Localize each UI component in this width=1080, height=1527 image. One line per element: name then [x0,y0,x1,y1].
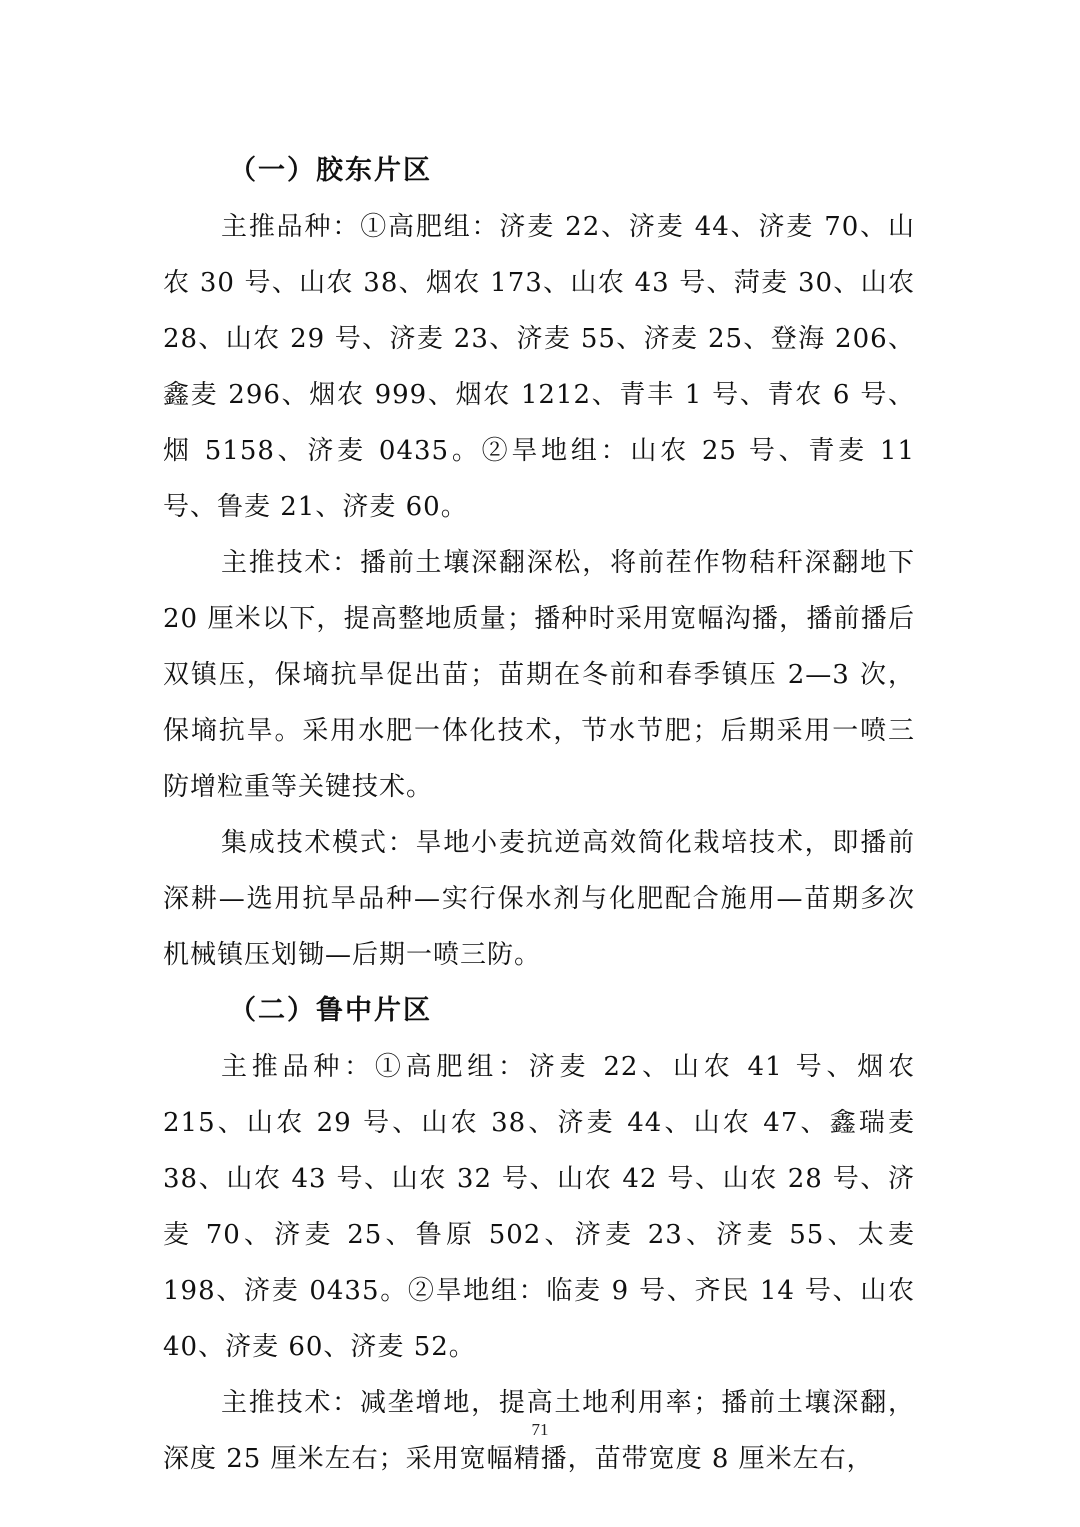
document-body [163,143,915,1487]
section-heading: （二）鲁中片区 [229,995,432,1026]
page-number: 71 [531,1420,549,1439]
paragraph-main-varieties: 主推品种：①高肥组：济麦 22、济麦 44、济麦 70、山农 30 号、山农 38、烟农 173、山农 43 号、菏麦 30、山农 28、山农 29 号、济麦 23、济麦 55、济麦 25、登海 206、鑫麦 296、烟农 999、烟农 1212、青丰 1 号、青农 6 号、烟 5158、济麦 0435。②旱地组：山农 25 号、青麦 11 号、鲁麦 21、济麦 60。 [163,212,915,522]
paragraph-main-techniques: 主推技术：播前土壤深翻深松，将前茬作物秸秆深翻地下 20 厘米以下，提高整地质量；播种时采用宽幅沟播，播前播后双镇压，保墒抗旱促出苗；苗期在冬前和春季镇压 2—3 次，保墒抗旱。采用水肥一体化技术，节水节肥；后期采用一喷三防增粒重等关键技术。 [163,548,915,802]
paragraph-integrated-model: 集成技术模式：旱地小麦抗逆高效简化栽培技术，即播前深耕—选用抗旱品种—实行保水剂与化肥配合施用—苗期多次机械镇压划锄—后期一喷三防。 [163,828,915,970]
paragraph-main-techniques: 主推技术：减垄增地，提高土地利用率；播前土壤深翻，深度 25 厘米左右；采用宽幅精播，苗带宽度 8 厘米左右， [163,1388,915,1474]
section-luzhong [163,983,915,1487]
section-heading: （一）胶东片区 [229,155,432,186]
section-jiaodong [163,143,915,983]
paragraph-main-varieties: 主推品种：①高肥组：济麦 22、山农 41 号、烟农 215、山农 29 号、山农 38、济麦 44、山农 47、鑫瑞麦 38、山农 43 号、山农 32 号、山农 42 号、山农 28 号、济麦 70、济麦 25、鲁原 502、济麦 23、济麦 55、太麦 198、济麦 0435。②旱地组：临麦 9 号、齐民 14 号、山农 40、济麦 60、济麦 52。 [163,1052,915,1362]
